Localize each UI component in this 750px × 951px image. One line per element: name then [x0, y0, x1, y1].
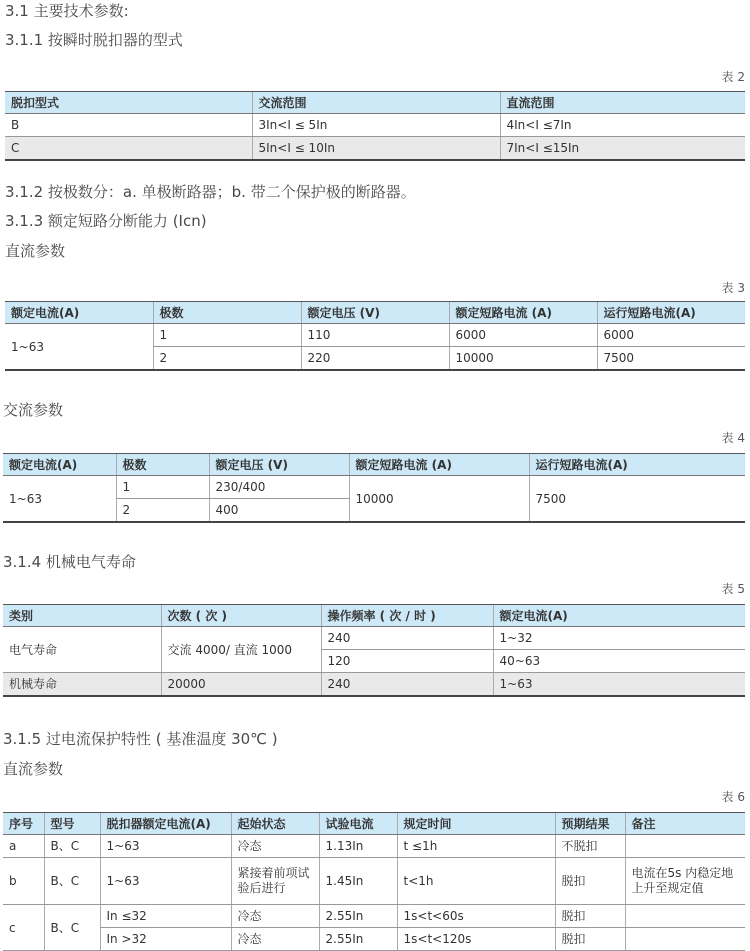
- table-cell: 冷态: [231, 928, 319, 951]
- header-rated-short-circuit: 额定短路电流 (A): [349, 454, 529, 476]
- table-cell: 机械寿命: [3, 673, 161, 697]
- table-5-label: 表 5: [721, 582, 745, 596]
- table-cell: 2.55In: [319, 928, 397, 951]
- table-cell: 脱扣: [555, 905, 625, 928]
- table-cell: 7500: [597, 347, 745, 371]
- table-cell: 120: [321, 650, 493, 673]
- dc-params-heading: 直流参数: [5, 242, 66, 260]
- table-cell: 7500: [529, 476, 745, 523]
- table-cell: 240: [321, 627, 493, 650]
- header-rated-short-circuit: 额定短路电流 (A): [449, 302, 597, 324]
- section-3-1-1-heading: 3.1.1 按瞬时脱扣器的型式: [5, 31, 183, 49]
- dc-breaking-capacity-table: [5, 301, 745, 371]
- table-cell: 1~63: [493, 673, 745, 697]
- table-cell: 脱扣: [555, 858, 625, 905]
- header-rated-voltage: 额定电压 (V): [209, 454, 349, 476]
- table-cell: [625, 928, 745, 951]
- table-cell: 冷态: [231, 835, 319, 858]
- table-2-label: 表 2: [721, 70, 745, 84]
- header-poles: 极数: [116, 454, 209, 476]
- table-cell: 1~63: [100, 858, 231, 905]
- table-cell: 2: [153, 347, 301, 371]
- header-trip-rated-current: 脱扣器额定电流(A): [100, 813, 231, 835]
- table-cell: c: [3, 905, 44, 951]
- table-4-label: 表 4: [721, 431, 745, 445]
- table-cell: 1~32: [493, 627, 745, 650]
- section-3-1-heading: 3.1 主要技术参数:: [5, 2, 129, 20]
- header-seq: 序号: [3, 813, 44, 835]
- life-table: [3, 604, 745, 697]
- table-cell: 230/400: [209, 476, 349, 499]
- table-cell: 240: [321, 673, 493, 697]
- table-cell: B: [5, 114, 252, 137]
- section-3-1-4-heading: 3.1.4 机械电气寿命: [3, 553, 136, 571]
- table-cell: 20000: [161, 673, 321, 697]
- table-cell: 电流在5s 内稳定地上升至规定值: [625, 858, 745, 905]
- section-3-1-5-heading: 3.1.5 过电流保护特性 ( 基准温度 30℃ ): [3, 730, 278, 748]
- header-frequency: 操作频率 ( 次 / 时 ): [321, 605, 493, 627]
- table-6-label: 表 6: [721, 790, 745, 804]
- table-row: [5, 324, 745, 347]
- table-cell: 1~63: [5, 324, 153, 371]
- table-cell: In >32: [100, 928, 231, 951]
- header-rated-current: 额定电流(A): [3, 454, 116, 476]
- table-cell: 1: [116, 476, 209, 499]
- header-rated-voltage: 额定电压 (V): [301, 302, 449, 324]
- table-cell: 冷态: [231, 905, 319, 928]
- table-cell: 220: [301, 347, 449, 371]
- header-count: 次数 ( 次 ): [161, 605, 321, 627]
- table-cell: 1~63: [100, 835, 231, 858]
- table-cell: 不脱扣: [555, 835, 625, 858]
- table-cell: 4In<I ≤7In: [500, 114, 745, 137]
- header-dc-range: 直流范围: [500, 92, 745, 114]
- table-cell: In ≤32: [100, 905, 231, 928]
- header-model: 型号: [44, 813, 100, 835]
- table-cell: 交流 4000/ 直流 1000: [161, 627, 321, 673]
- table-cell: 3In<I ≤ 5In: [252, 114, 500, 137]
- header-rated-current: 额定电流(A): [493, 605, 745, 627]
- table-cell: 2: [116, 499, 209, 523]
- table-cell: 脱扣: [555, 928, 625, 951]
- table-cell: 电气寿命: [3, 627, 161, 673]
- table-cell: B、C: [44, 835, 100, 858]
- table-cell: 2.55In: [319, 905, 397, 928]
- section-3-1-2-heading: 3.1.2 按极数分：a. 单极断路器；b. 带二个保护极的断路器。: [5, 183, 416, 201]
- table-row: [3, 928, 745, 951]
- header-expected-result: 预期结果: [555, 813, 625, 835]
- header-operating-short-circuit: 运行短路电流(A): [529, 454, 745, 476]
- header-remarks: 备注: [625, 813, 745, 835]
- header-test-current: 试验电流: [319, 813, 397, 835]
- ac-breaking-capacity-table: [3, 453, 745, 523]
- table-cell: 6000: [597, 324, 745, 347]
- table-cell: 40~63: [493, 650, 745, 673]
- header-poles: 极数: [153, 302, 301, 324]
- table-cell: b: [3, 858, 44, 905]
- table-cell: [625, 835, 745, 858]
- table-cell: 1.45In: [319, 858, 397, 905]
- table-cell: B、C: [44, 905, 100, 951]
- table-cell: 1: [153, 324, 301, 347]
- overcurrent-protection-table: [3, 812, 745, 951]
- table-cell: 1s<t<60s: [397, 905, 555, 928]
- table-row: [3, 476, 745, 499]
- table-row: [3, 835, 745, 858]
- table-cell: 10000: [449, 347, 597, 371]
- table-cell: 7In<I ≤15In: [500, 137, 745, 161]
- table-cell: 1s<t<120s: [397, 928, 555, 951]
- table-cell: t ≤1h: [397, 835, 555, 858]
- header-initial-state: 起始状态: [231, 813, 319, 835]
- header-category: 类别: [3, 605, 161, 627]
- header-trip-type: 脱扣型式: [5, 92, 252, 114]
- table-cell: 10000: [349, 476, 529, 523]
- table-row: [5, 114, 745, 137]
- header-operating-short-circuit: 运行短路电流(A): [597, 302, 745, 324]
- table-cell: 5In<I ≤ 10In: [252, 137, 500, 161]
- table-cell: 400: [209, 499, 349, 523]
- table-cell: 紧接着前项试验后进行: [231, 858, 319, 905]
- table-cell: 110: [301, 324, 449, 347]
- table-cell: 6000: [449, 324, 597, 347]
- table-3-label: 表 3: [721, 281, 745, 295]
- table-row: [3, 627, 745, 650]
- table-cell: 1.13In: [319, 835, 397, 858]
- table-row: [5, 137, 745, 161]
- table-cell: t<1h: [397, 858, 555, 905]
- ac-params-heading: 交流参数: [3, 401, 64, 419]
- table-cell: C: [5, 137, 252, 161]
- table-row: [3, 673, 745, 697]
- table-cell: B、C: [44, 858, 100, 905]
- header-ac-range: 交流范围: [252, 92, 500, 114]
- table-row: [3, 858, 745, 905]
- table-row: [3, 905, 745, 928]
- table-cell: [625, 905, 745, 928]
- table-cell: a: [3, 835, 44, 858]
- header-specified-time: 规定时间: [397, 813, 555, 835]
- header-rated-current: 额定电流(A): [5, 302, 153, 324]
- trip-type-table: [5, 91, 745, 161]
- dc-params-heading-2: 直流参数: [3, 760, 64, 778]
- section-3-1-3-heading: 3.1.3 额定短路分断能力 (Icn): [5, 212, 207, 230]
- table-cell: 1~63: [3, 476, 116, 523]
